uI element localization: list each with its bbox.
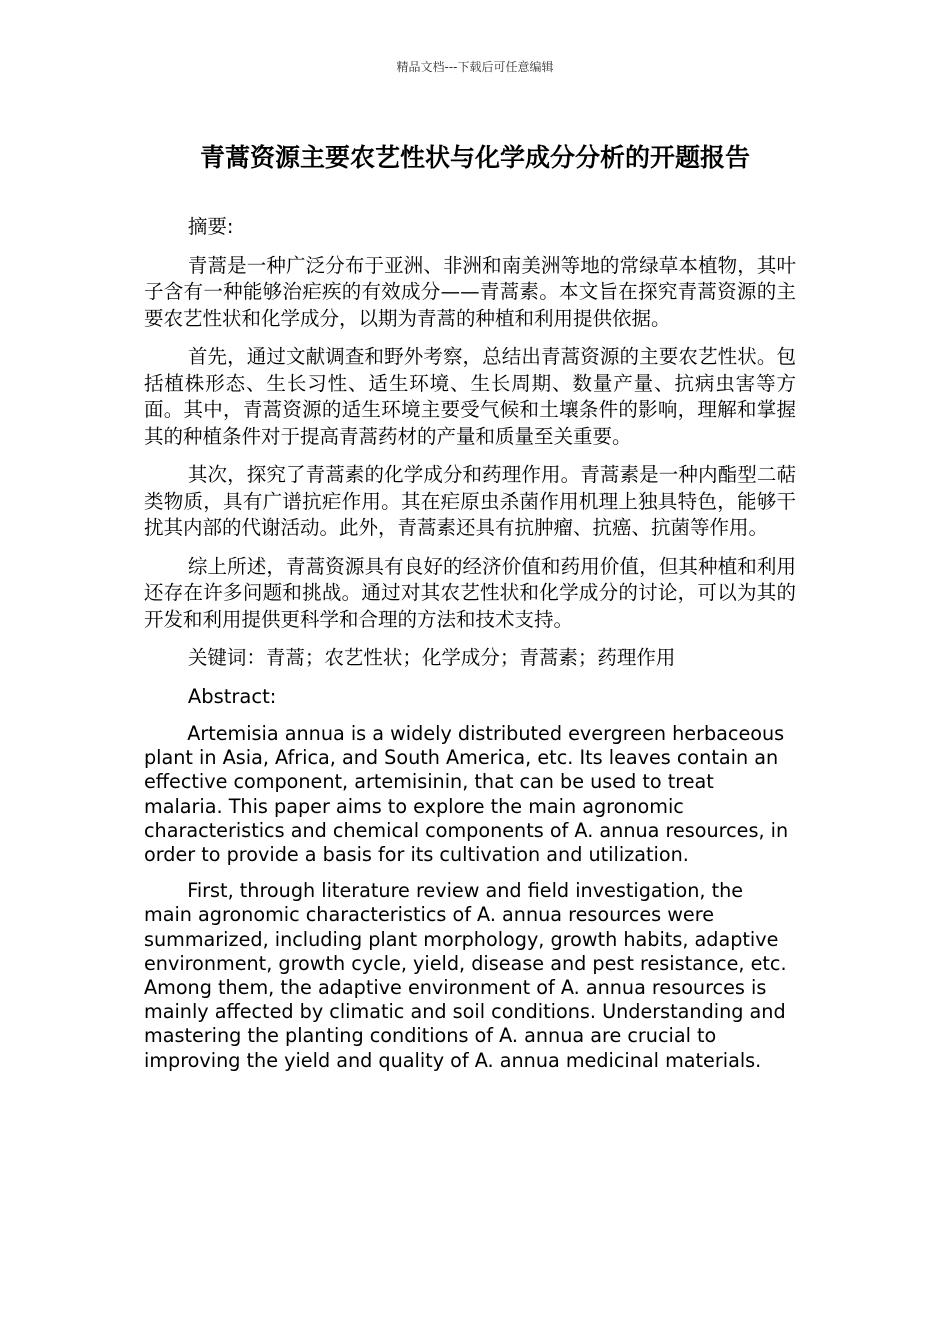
paragraph-en-1: Artemisia annua is a widely distributed evergreen herbaceous plant in Asia, Africa, and South America, etc. Its leaves contain an effective component, artemisinin, that can be used to treat malaria. This paper aims to explore the main agronomic characteristics and chemical components of A. annua resources, in order to provide a basis for its cultivation and utilization. — [144, 722, 789, 867]
paragraph-cn-1: 青蒿是一种广泛分布于亚洲、非洲和南美洲等地的常绿草本植物，其叶子含有一种能够治疟疾的有效成分——青蒿素。本文旨在探究青蒿资源的主要农艺性状和化学成分，以期为青蒿的种植和利用提供依据。 — [144, 253, 796, 330]
paragraph-en-2: First, through literature review and field investigation, the main agronomic characteristics of A. annua resources were summarized, including plant morphology, growth habits, adaptive environment, growth cycle, yield, disease and pest resistance, etc. Among them, the adaptive environment of A. annua resources is mainly affected by climatic and soil conditions. Understanding and mastering the planting conditions of A. annua are crucial to improving the yield and quality of A. annua medicinal materials. — [144, 879, 787, 1072]
paragraph-cn-4: 综上所述，青蒿资源具有良好的经济价值和药用价值，但其种植和利用还存在许多问题和挑战。通过对其农艺性状和化学成分的讨论，可以为其的开发和利用提供更科学和合理的方法和技术支持。 — [144, 554, 796, 631]
abstract-label-cn: 摘要: — [187, 215, 234, 238]
header-note: 精品文档---下载后可任意编辑 — [396, 60, 554, 74]
paragraph-cn-2: 首先，通过文献调查和野外考察，总结出青蒿资源的主要农艺性状。包括植株形态、生长习性、适生环境、生长周期、数量产量、抗病虫害等方面。其中，青蒿资源的适生环境主要受气候和土壤条件的影响，理解和掌握其的种植条件对于提高青蒿药材的产量和质量至关重要。 — [144, 345, 796, 448]
document-body — [144, 214, 796, 1085]
paragraph-cn-3: 其次，探究了青蒿素的化学成分和药理作用。青蒿素是一种内酯型二萜类物质，具有广谱抗疟作用。其在疟原虫杀菌作用机理上独具特色，能够干扰其内部的代谢活动。此外，青蒿素还具有抗肿瘤、抗癌、抗菌等作用。 — [144, 463, 796, 539]
abstract-label-en: Abstract: — [187, 684, 277, 708]
keywords-cn: 关键词：青蒿；农艺性状；化学成分；青蒿素；药理作用 — [187, 646, 676, 669]
document-title: 青蒿资源主要农艺性状与化学成分分析的开题报告 — [199, 143, 750, 172]
